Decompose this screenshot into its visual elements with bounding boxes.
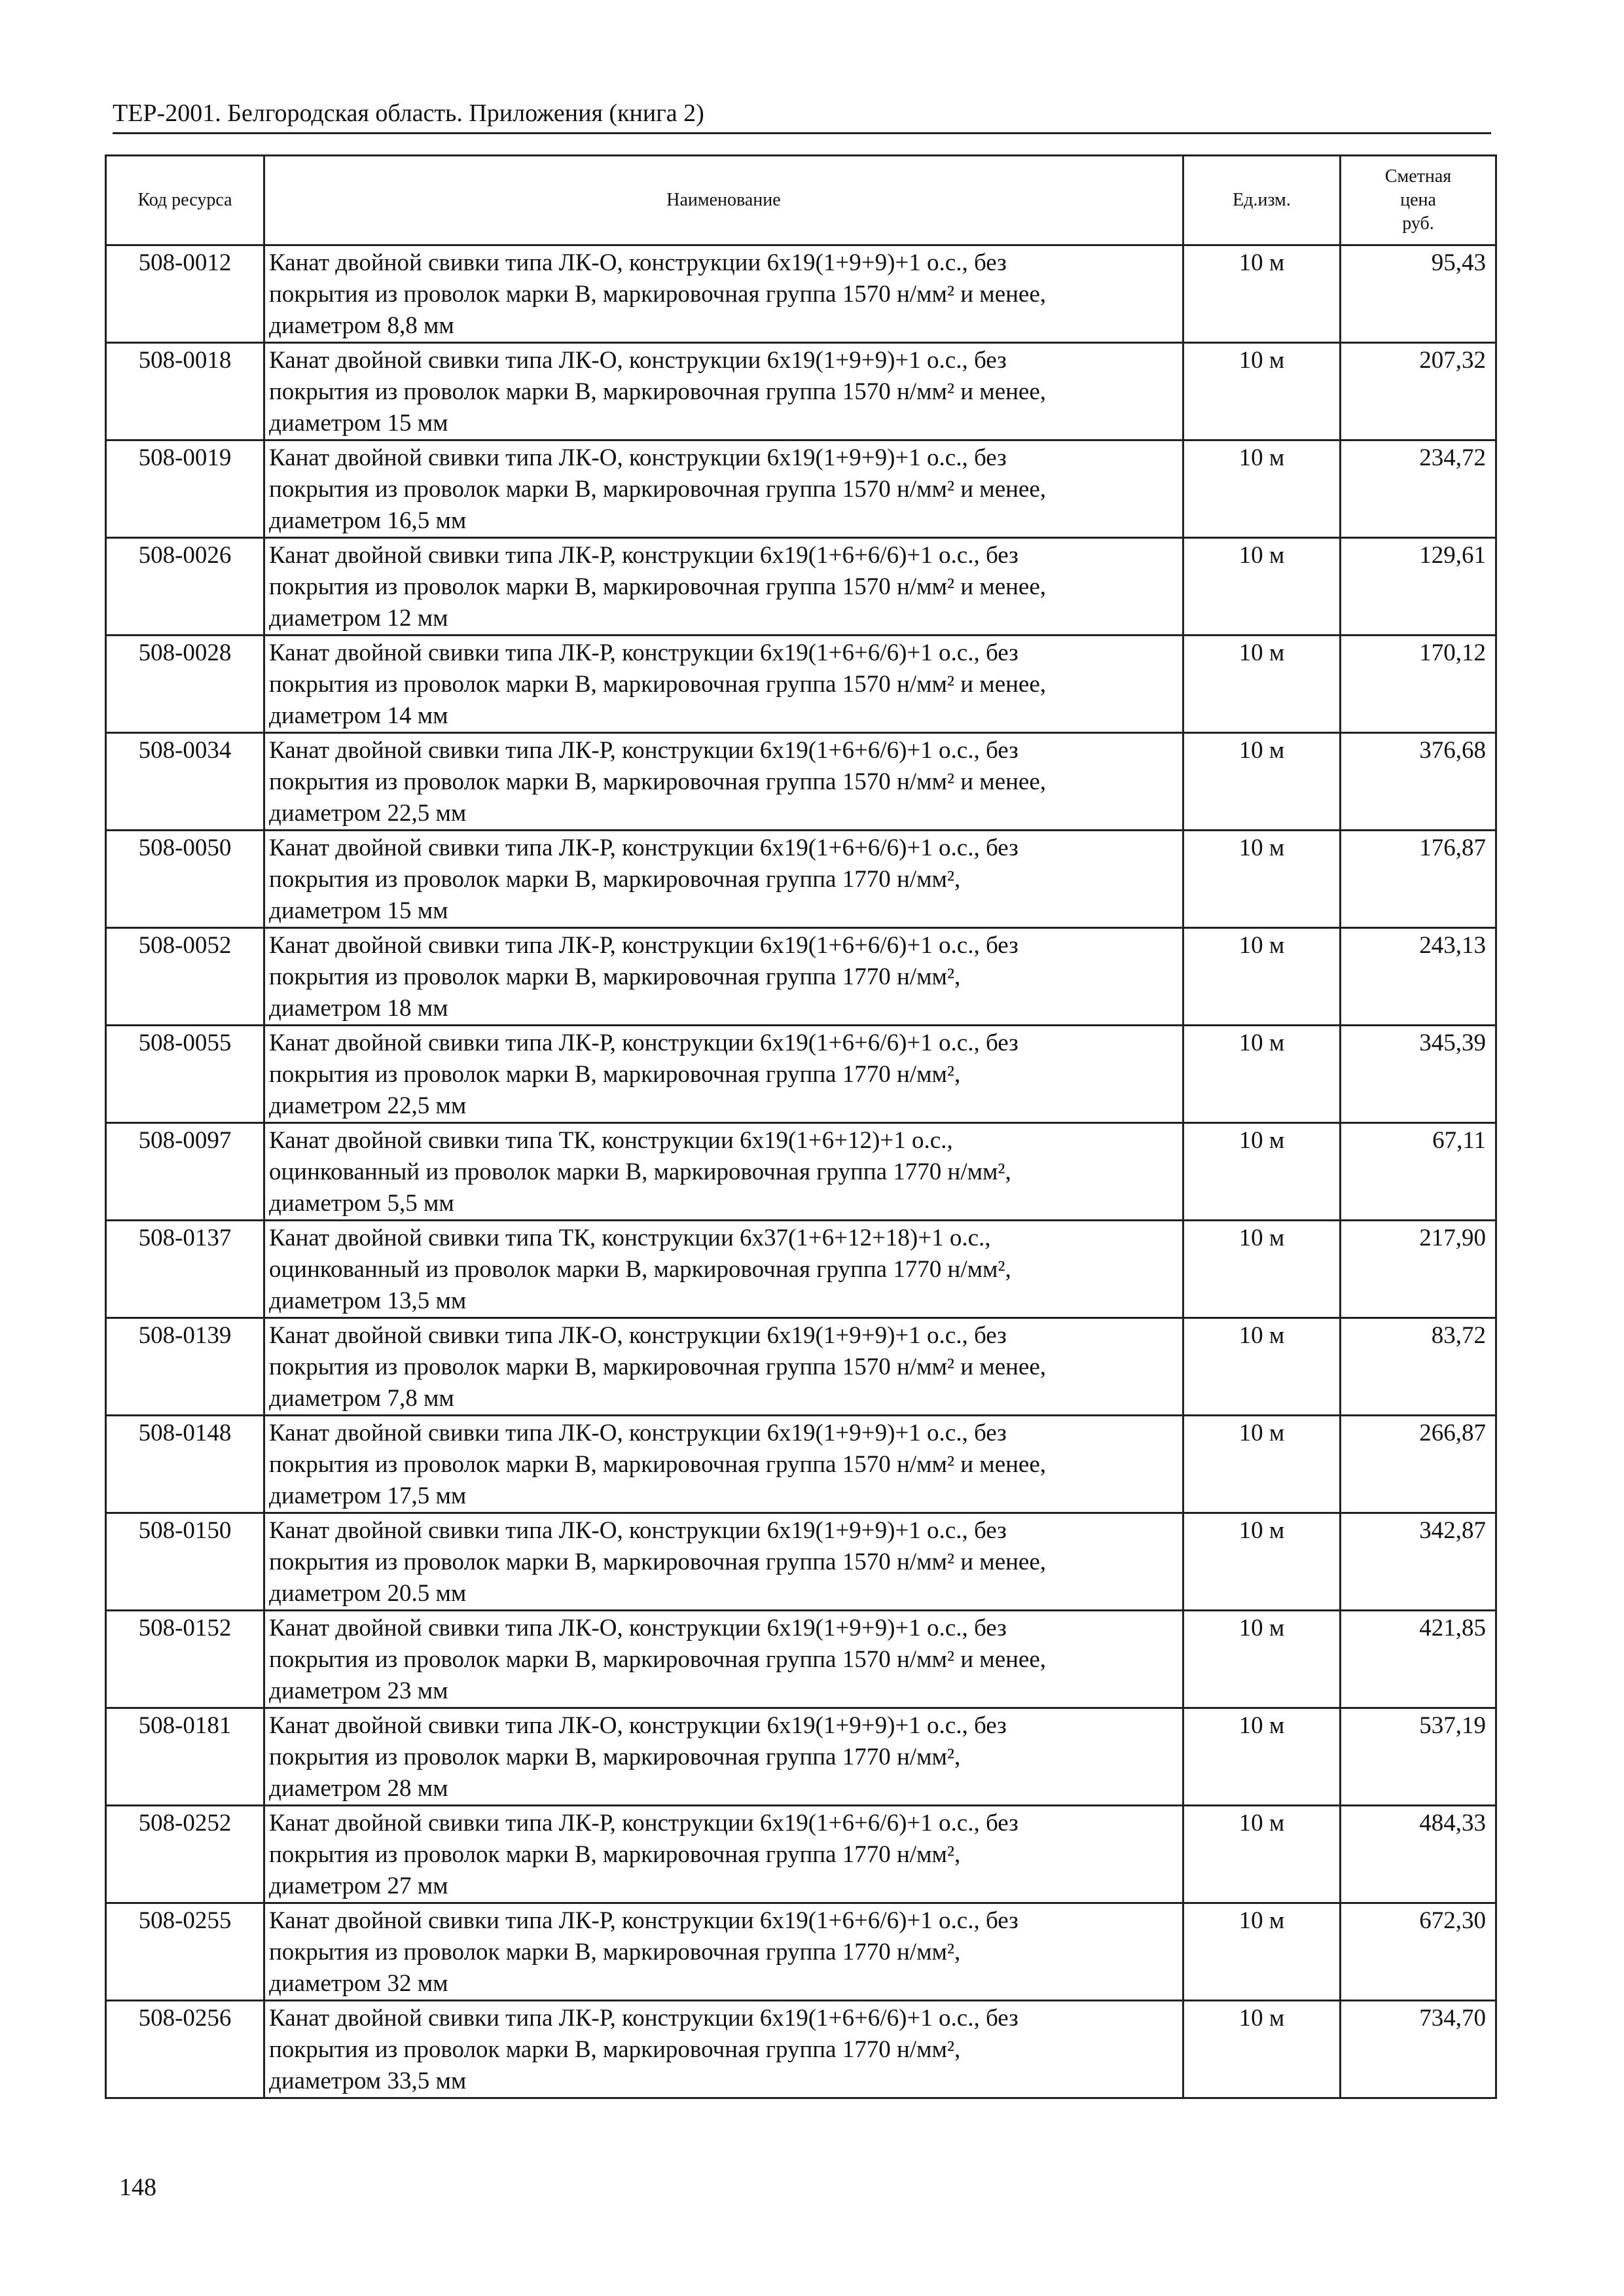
resource-name-line: диаметром 27 мм (269, 1873, 448, 1899)
unit-cell: 10 м (1183, 733, 1341, 831)
price-cell: 129,61 (1341, 538, 1496, 636)
resource-name-line: Канат двойной свивки типа ЛК-О, конструкции 6х19(1+9+9)+1 о.с., без (269, 1420, 1007, 1446)
resource-name-line: Канат двойной свивки типа ЛК-Р, конструкции 6х19(1+6+6/6)+1 о.с., без (269, 834, 1019, 861)
price-cell: 421,85 (1341, 1611, 1496, 1708)
resource-name-line: диаметром 28 мм (269, 1775, 448, 1802)
column-header-code: Код ресурса (106, 156, 264, 245)
resource-name-line: диаметром 33,5 мм (269, 2068, 467, 2094)
resource-code-cell: 508-0012 (106, 245, 264, 343)
unit-cell: 10 м (1183, 538, 1341, 636)
price-cell: 266,87 (1341, 1416, 1496, 1513)
resource-code-cell: 508-0034 (106, 733, 264, 831)
unit-cell: 10 м (1183, 440, 1341, 538)
resource-name-cell (264, 538, 1183, 636)
price-cell: 83,72 (1341, 1318, 1496, 1416)
resource-name-cell (264, 1903, 1183, 2001)
resource-name-line: диаметром 15 мм (269, 410, 448, 437)
resource-name-line: Канат двойной свивки типа ЛК-Р, конструкции 6х19(1+6+6/6)+1 о.с., без (269, 542, 1019, 569)
page-header (113, 99, 1491, 134)
resource-name-line: диаметром 32 мм (269, 1970, 448, 1997)
resource-code-cell: 508-0181 (106, 1708, 264, 1806)
resource-name-line: покрытия из проволок марки В, маркировочная группа 1770 н/мм², (269, 1744, 961, 1770)
resource-name-line: покрытия из проволок марки В, маркировочная группа 1770 н/мм², (269, 1061, 961, 1088)
resource-name-line: диаметром 17,5 мм (269, 1482, 467, 1509)
price-cell: 345,39 (1341, 1026, 1496, 1123)
resource-code-cell: 508-0139 (106, 1318, 264, 1416)
resource-code-cell: 508-0148 (106, 1416, 264, 1513)
price-cell: 342,87 (1341, 1513, 1496, 1611)
resource-name-cell (264, 1611, 1183, 1708)
table-row (106, 1026, 1496, 1123)
table-row (106, 831, 1496, 928)
resource-code-cell: 508-0028 (106, 636, 264, 733)
column-header-price-line: цена (1400, 190, 1436, 210)
resource-code-cell: 508-0026 (106, 538, 264, 636)
unit-cell: 10 м (1183, 831, 1341, 928)
resource-name-line: Канат двойной свивки типа ЛК-Р, конструкции 6х19(1+6+6/6)+1 о.с., без (269, 932, 1019, 959)
resource-name-line: покрытия из проволок марки В, маркировочная группа 1770 н/мм², (269, 1939, 961, 1965)
unit-cell: 10 м (1183, 1318, 1341, 1416)
resource-name-line: оцинкованный из проволок марки В, маркировочная группа 1770 н/мм², (269, 1158, 1011, 1185)
resource-name-line: покрытия из проволок марки В, маркировочная группа 1570 н/мм² и менее, (269, 476, 1047, 503)
table-row (106, 1416, 1496, 1513)
resource-code-cell: 508-0097 (106, 1123, 264, 1221)
resource-name-line: диаметром 22,5 мм (269, 800, 467, 827)
table-row (106, 928, 1496, 1026)
price-cell: 484,33 (1341, 1806, 1496, 1903)
column-header-name: Наименование (264, 156, 1183, 245)
resource-code-cell: 508-0018 (106, 343, 264, 440)
table-row (106, 2001, 1496, 2098)
resource-name-line: диаметром 7,8 мм (269, 1385, 454, 1412)
resource-name-line: оцинкованный из проволок марки В, маркировочная группа 1770 н/мм², (269, 1256, 1011, 1283)
resource-name-cell (264, 343, 1183, 440)
price-cell: 376,68 (1341, 733, 1496, 831)
resource-name-line: Канат двойной свивки типа ЛК-О, конструкции 6х19(1+9+9)+1 о.с., без (269, 444, 1007, 471)
resource-name-cell (264, 636, 1183, 733)
table-row (106, 1318, 1496, 1416)
price-cell: 170,12 (1341, 636, 1496, 733)
resource-name-cell (264, 1221, 1183, 1318)
resource-code-cell: 508-0152 (106, 1611, 264, 1708)
resource-name-line: Канат двойной свивки типа ЛК-О, конструкции 6х19(1+9+9)+1 о.с., без (269, 1615, 1007, 1641)
resource-name-cell (264, 1416, 1183, 1513)
table-row (106, 1123, 1496, 1221)
resource-name-line: Канат двойной свивки типа ЛК-О, конструкции 6х19(1+9+9)+1 о.с., без (269, 249, 1007, 276)
price-cell: 734,70 (1341, 2001, 1496, 2098)
resource-name-line: диаметром 12 мм (269, 605, 448, 632)
table-row (106, 1221, 1496, 1318)
resource-code-cell: 508-0019 (106, 440, 264, 538)
resource-name-line: Канат двойной свивки типа ЛК-Р, конструкции 6х19(1+6+6/6)+1 о.с., без (269, 1907, 1019, 1934)
resource-name-cell (264, 1026, 1183, 1123)
resource-name-cell (264, 1806, 1183, 1903)
table-row (106, 1806, 1496, 1903)
price-cell: 176,87 (1341, 831, 1496, 928)
unit-cell: 10 м (1183, 245, 1341, 343)
resource-name-line: Канат двойной свивки типа ЛК-Р, конструкции 6х19(1+6+6/6)+1 о.с., без (269, 1810, 1019, 1837)
resource-name-line: покрытия из проволок марки В, маркировочная группа 1570 н/мм² и менее, (269, 671, 1047, 698)
price-cell: 672,30 (1341, 1903, 1496, 2001)
resource-name-line: покрытия из проволок марки В, маркировочная группа 1570 н/мм² и менее, (269, 1354, 1047, 1380)
unit-cell: 10 м (1183, 1513, 1341, 1611)
unit-cell: 10 м (1183, 1708, 1341, 1806)
unit-cell: 10 м (1183, 1221, 1341, 1318)
resource-name-cell (264, 733, 1183, 831)
resource-name-line: покрытия из проволок марки В, маркировочная группа 1770 н/мм², (269, 1841, 961, 1868)
column-header-price-line: Сметная (1384, 166, 1452, 187)
resource-code-cell: 508-0055 (106, 1026, 264, 1123)
resource-name-line: диаметром 14 мм (269, 702, 448, 729)
column-header-price (1341, 156, 1496, 245)
price-cell: 243,13 (1341, 928, 1496, 1026)
resource-name-line: покрытия из проволок марки В, маркировочная группа 1770 н/мм², (269, 2036, 961, 2063)
resource-name-line: диаметром 16,5 мм (269, 507, 467, 534)
column-header-price-line: руб. (1402, 213, 1434, 234)
resource-name-line: Канат двойной свивки типа ЛК-О, конструкции 6х19(1+9+9)+1 о.с., без (269, 1517, 1007, 1544)
resource-name-line: Канат двойной свивки типа ЛК-О, конструкции 6х19(1+9+9)+1 о.с., без (269, 1712, 1007, 1739)
resource-name-line: диаметром 13,5 мм (269, 1287, 467, 1314)
unit-cell: 10 м (1183, 2001, 1341, 2098)
price-cell: 207,32 (1341, 343, 1496, 440)
page-number: 148 (119, 2174, 156, 2201)
resource-name-line: покрытия из проволок марки В, маркировочная группа 1570 н/мм² и менее, (269, 281, 1047, 308)
resource-name-line: покрытия из проволок марки В, маркировочная группа 1570 н/мм² и менее, (269, 1549, 1047, 1575)
unit-cell: 10 м (1183, 636, 1341, 733)
table-row (106, 343, 1496, 440)
price-cell: 537,19 (1341, 1708, 1496, 1806)
resource-name-line: Канат двойной свивки типа ЛК-Р, конструкции 6х19(1+6+6/6)+1 о.с., без (269, 737, 1019, 764)
table-row (106, 733, 1496, 831)
resource-name-cell (264, 245, 1183, 343)
table-row (106, 440, 1496, 538)
unit-cell: 10 м (1183, 1806, 1341, 1903)
unit-cell: 10 м (1183, 1026, 1341, 1123)
resource-name-cell (264, 1318, 1183, 1416)
unit-cell: 10 м (1183, 1611, 1341, 1708)
price-cell: 234,72 (1341, 440, 1496, 538)
unit-cell: 10 м (1183, 1123, 1341, 1221)
unit-cell: 10 м (1183, 1903, 1341, 2001)
resource-name-cell (264, 1708, 1183, 1806)
resource-name-line: покрытия из проволок марки В, маркировочная группа 1770 н/мм², (269, 963, 961, 990)
resource-name-cell (264, 1123, 1183, 1221)
resource-name-line: диаметром 23 мм (269, 1677, 448, 1704)
resource-name-cell (264, 831, 1183, 928)
unit-cell: 10 м (1183, 343, 1341, 440)
resource-name-cell (264, 2001, 1183, 2098)
resource-name-line: Канат двойной свивки типа ЛК-Р, конструкции 6х19(1+6+6/6)+1 о.с., без (269, 1030, 1019, 1056)
price-cell: 95,43 (1341, 245, 1496, 343)
resource-code-cell: 508-0252 (106, 1806, 264, 1903)
resource-code-cell: 508-0255 (106, 1903, 264, 2001)
resource-name-cell (264, 928, 1183, 1026)
resource-name-line: диаметром 18 мм (269, 995, 448, 1022)
unit-cell: 10 м (1183, 928, 1341, 1026)
resource-code-cell: 508-0256 (106, 2001, 264, 2098)
resource-name-line: диаметром 8,8 мм (269, 312, 454, 339)
resource-code-cell: 508-0052 (106, 928, 264, 1026)
resource-name-line: покрытия из проволок марки В, маркировочная группа 1570 н/мм² и менее, (269, 1646, 1047, 1673)
resource-name-line: диаметром 5,5 мм (269, 1190, 454, 1217)
resource-name-line: покрытия из проволок марки В, маркировочная группа 1570 н/мм² и менее, (269, 1451, 1047, 1478)
table-row (106, 1903, 1496, 2001)
table-header-row (106, 156, 1496, 245)
resource-name-line: Канат двойной свивки типа ЛК-Р, конструкции 6х19(1+6+6/6)+1 о.с., без (269, 2005, 1019, 2032)
resource-code-cell: 508-0150 (106, 1513, 264, 1611)
resource-name-line: Канат двойной свивки типа ТК, конструкции 6х37(1+6+12+18)+1 о.с., (269, 1225, 991, 1251)
resource-name-line: покрытия из проволок марки В, маркировочная группа 1570 н/мм² и менее, (269, 573, 1047, 600)
table-row (106, 1708, 1496, 1806)
resource-name-line: покрытия из проволок марки В, маркировочная группа 1770 н/мм², (269, 866, 961, 893)
page-title: ТЕР-2001. Белгородская область. Приложения (книга 2) (113, 99, 704, 127)
table-row (106, 636, 1496, 733)
table-row (106, 1513, 1496, 1611)
resource-name-cell (264, 1513, 1183, 1611)
resource-name-line: Канат двойной свивки типа ЛК-О, конструкции 6х19(1+9+9)+1 о.с., без (269, 1322, 1007, 1349)
resource-name-cell (264, 440, 1183, 538)
table-row (106, 1611, 1496, 1708)
resource-name-line: Канат двойной свивки типа ТК, конструкции 6х19(1+6+12)+1 о.с., (269, 1127, 953, 1154)
resource-code-cell: 508-0050 (106, 831, 264, 928)
table-row (106, 245, 1496, 343)
price-table (105, 154, 1497, 2099)
resource-name-line: Канат двойной свивки типа ЛК-Р, конструкции 6х19(1+6+6/6)+1 о.с., без (269, 639, 1019, 666)
table-row (106, 538, 1496, 636)
resource-name-line: диаметром 20.5 мм (269, 1580, 467, 1607)
resource-name-line: диаметром 15 мм (269, 897, 448, 924)
unit-cell: 10 м (1183, 1416, 1341, 1513)
price-cell: 67,11 (1341, 1123, 1496, 1221)
column-header-unit: Ед.изм. (1183, 156, 1341, 245)
resource-name-line: покрытия из проволок марки В, маркировочная группа 1570 н/мм² и менее, (269, 768, 1047, 795)
resource-code-cell: 508-0137 (106, 1221, 264, 1318)
resource-name-line: Канат двойной свивки типа ЛК-О, конструкции 6х19(1+9+9)+1 о.с., без (269, 347, 1007, 374)
price-cell: 217,90 (1341, 1221, 1496, 1318)
resource-name-line: диаметром 22,5 мм (269, 1092, 467, 1119)
resource-name-line: покрытия из проволок марки В, маркировочная группа 1570 н/мм² и менее, (269, 378, 1047, 405)
table-body (106, 245, 1496, 2098)
